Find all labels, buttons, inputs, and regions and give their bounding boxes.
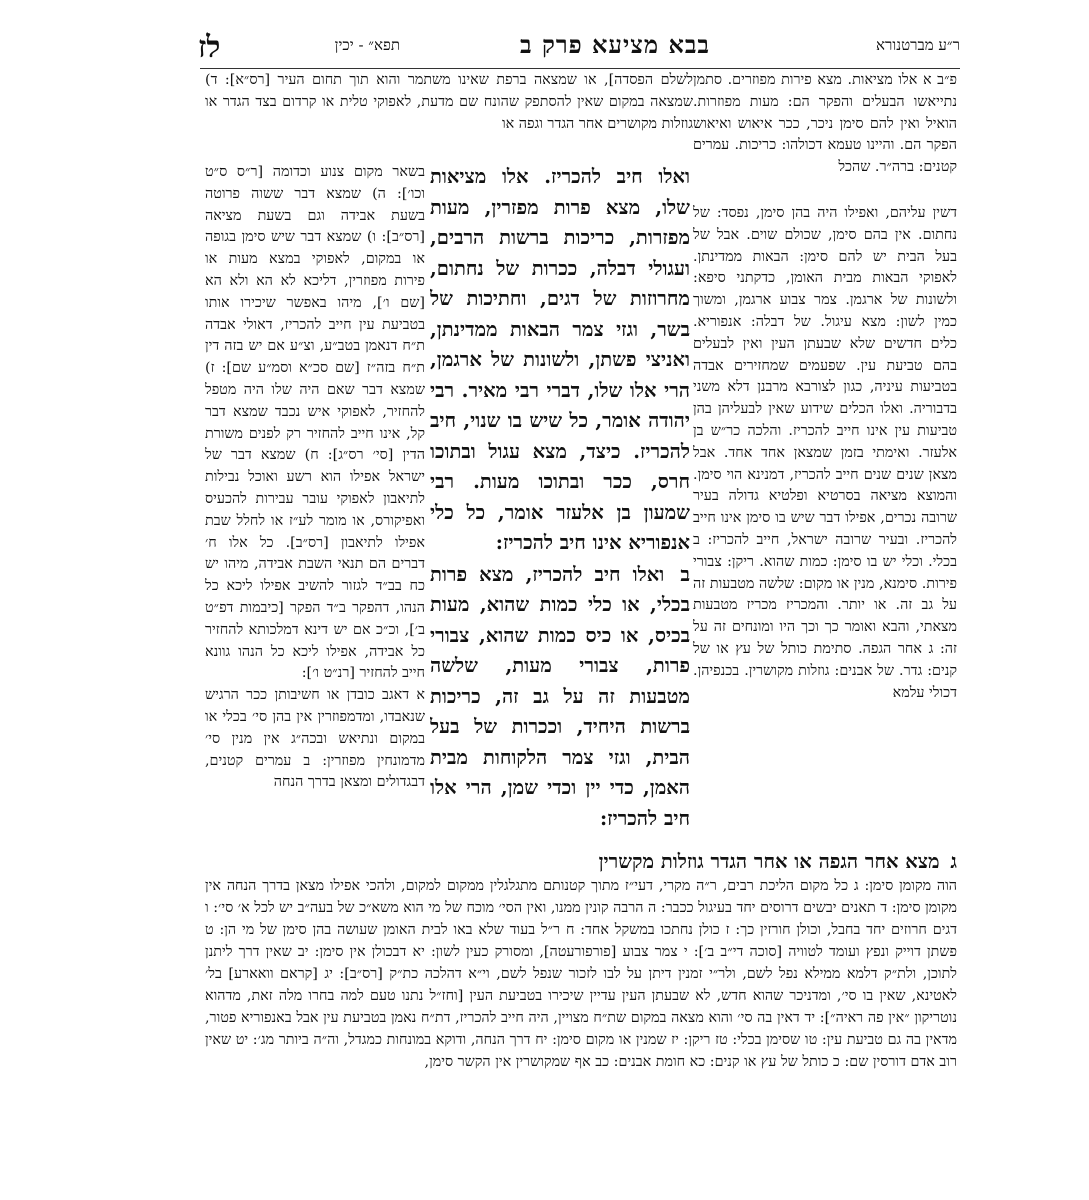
tiferet-commentary-top [205, 70, 693, 162]
mishnah-g [205, 848, 957, 875]
tiferet-top-text: לשלם הפסדה], או שמצאה ברפת שאינו משתמר והוא תוך תחום העיר [רס״א]: ד) שמצאה במקום שאין להסתפק שהונח שם מדעת, לאפוקי טלית או קרדום בצד הגדר או גוזלות מקושרים אחר הגדר וגפה או [205, 72, 693, 132]
mishnah-b-marker: ב [680, 561, 690, 586]
bartenura-commentary-top [693, 70, 957, 203]
mishnah-text [430, 162, 690, 845]
mishnah-a [430, 162, 690, 559]
bartenura-top-text: פ״ב א אלו מציאות. מצא פירות מפוזרים. סתמן נתייאשו הבעלים והפקר הם: מעות מפוזרות. הואיל ואין להם סימן ניכר, ככר איאוש ואיאוש הפקר הם. והיינו טעמא דכולהו: כריכות. עמרים קטנים: ברה״ר. שהכל [693, 72, 957, 176]
tiferet-commentary [205, 162, 425, 815]
mishnah-a-text: אלו מציאות שלו, מצא פרות מפזרין, מעות מפזרות, כריכות ברשות הרבים, ועגולי דבלה, ככרות של נחתום, מחרוזות של דגים, וחתיכות של בשר, וגזי צמר הבאות ממדינתן, ואניצי פשתן, ולשונות של ארגמן, הרי אלו שלו, דברי רבי מאיר. רבי יהודה אומר, כל שיש בו שנוי, חיב להכריז. כיצד, מצא עגול ובתוכו חרס, ככר ובתוכו מעות. רבי שמעון בן אלעזר אומר, כל כלי אנפוריא אינו חיב להכריז: [430, 165, 690, 554]
mishnah-g-text: מצא אחר הגפה או אחר הגדר גוזלות מקשרין [598, 850, 940, 873]
mishnah-lead: ואלו חיב להכריז. [544, 165, 690, 188]
header-divider [200, 68, 960, 69]
page-number: לז [198, 30, 221, 65]
bartenura-text: דשין עליהם, ואפילו היה בהן סימן, נפסד: של נחתום. אין בהם סימן, שכולם שוים. אבל של בעל הבית יש להם סימן: הבאות ממדינתן. לאפוקי הבאות מבית האומן, כדקתני סיפא: ולשונות של ארגמן. צמר צבוע ארגמן, ומשוך כמין לשון: מצא עיגול. של דבלה: אנפוריא. כלים חדשים שלא שבעתן העין ואין לבעלים בהם טביעת עין. שפעמים שמחזירים אבדה בטביעות עיניה, כגון לצורבא מרבנן דלא משני בדבוריה. ואלו הכלים שידוע שאין לבעליהן בהן טביעות עין אינו חייב להכריז. והלכה כר״ש בן אלעזר. ואימתי בזמן שמצאן אחד אחד. אבל מצאן שנים שנים חייב להכריז, דמנינא הוי סימן. והמוצא מציאה בסרטיא ופלטיא גדולה בעיר שרובה נכרים, אפילו דבר שיש בו סימן אינו חייב להכריז. ובעיר שרובה ישראל, חייב להכריז: ב בכלי. וכלי יש בו סימן: כמות שהוא. ריקן: צבורי פירות. סימנא, מנין או מקום: שלשה מטבעות זה על גב זה. או יותר. והמכריז מכריז מטבעות מצאתי, והבא ואומר כך וכך היו ומונחים זה על זה: ג אחר הגפה. סתימת כותל של עץ או של קנים: גדר. של אבנים: גוזלות מקושרין. בכנפיהן. דכולי עלמא [693, 205, 957, 701]
tiferet-comment-text: א דאגב כובדן או חשיבותן ככר הרגיש שנאבדו, ומדמפוזרין אין בהן סי׳ בכלי או במקום ונתיאש ובכה״ג אין מנין סי׳ מדמונחין מפוזרין: ב עמרים קטנים, דבגדולים ומצאן בדרך הנחה [205, 687, 425, 791]
tiferet-text: בשאר מקום צנוע וכדומה [ר״ס ס״ט וכו׳]: ה) שמצא דבר ששוה פרוטה בשעת אבידה וגם בשעת מציאה [רס״ב]: ו) שמצא דבר שיש סימן בגופה או במקום, לאפוקי במצא מעות או פירות מפוזרין, דליכא לא הא ולא הא [שם ו׳], מיהו באפשר שיכירו אותו בטביעת עין חייב להכריז, דאולי אבדה ת״ח דנאמן בטב״ע, וצ״ע אם יש בזה דין ת״ח בזה״ז [שם סכ״א וסמ״ע שם]: ז) שמצא דבר שאם היה שלו היה מטפל להחזיר, לאפוקי איש נכבד שמצא דבר קל, אינו חייב להחזיר רק לפנים משורת הדין [סי׳ רס״ג]: ח) שמצא דבר של ישראל אפילו הוא רשע ואוכל נבילות לתיאבון לאפוקי עובר עבירות להכעיס ואפיקורס, או מומר לע״ז או לחלל שבת אפילו לתיאבון [רס״ב]. כל אלו ח׳ דברים הם תנאי השבת אבידה, מיהו יש כח בב״ד לגזור להשיב אפילו ליכא כל הנהו, דהפקר ב״ד הפקר [כיבמות דפ״ט ב׳], וכ״כ אם יש דינא דמלכותא להחזיר כל אבידה, אפילו ליכא כל הנהו גוונא חייב להחזיר [רנ״ט ו׳]: [205, 164, 425, 682]
mishnah-g-marker: ג [950, 849, 957, 873]
mishnah-b-text: ואלו חיב להכריז, מצא פרות בכלי, או כלי כמות שהוא, מעות בכיס, או כיס כמות שהוא, צבורי פרות, צבורי מעות, שלשה מטבעות זה על גב זה, כריכות ברשות היחיד, וככרות של בעל הבית, וגזי צמר הלקוחות מבית האמן, כדי יין וכדי שמן, הרי אלו חיב להכריז: [430, 562, 690, 830]
footnotes [205, 848, 957, 1178]
mishnah-b [430, 559, 690, 835]
header-commentary: תפא״ - יכין [334, 36, 400, 54]
header-commentator: ר״ע מברטנורא [876, 36, 960, 54]
header-tractate-chapter: בבא מציעא פרק ב [520, 30, 710, 59]
page-header [205, 30, 960, 70]
bartenura-commentary [693, 203, 957, 815]
footnotes-text: הוה מקומן סימן: ג כל מקום הליכת רבים, ר״ה מקרי, דעי״ז מתוך קטנותם מתגלגלין ממקום למקום, ולהכי אפילו מצאן בדרך הנחה אין מקומן סימן: ד תאנים יבשים דרוסים יחד בעיגול ככבר: ה הרבה קונין ממנו, ואין הסי׳ מוכח של מי הוא משא״כ של בעה״ב יש לכל א׳ סי׳: ו דגים חרוזים יחד בחבל, וכולן חורזין כך: ז כולן נחתכו במשקל אחד: ח ר״ל בעוד שלא באו לבית האומן שעושה בהן סימן של מי הן: ט פשתן דוייק ונפץ ועומד לטוויה [סוכה די״ב ב׳]: י צמר צבוע [פורפורעטה], ומסורק כעין לשון: יא דבכולן אין סימן: יב שאין דרך ליתנן לתוכן, ולת״ק דלמא ממילא נפל לשם, ולר״י זמנין דיתן על לבו לזכור שנפל לשם, וי״א דהלכה כת״ק [רס״ב]: יג [קראם וואארע] בל׳ לאטינא, שאין בו סי׳, ומדניכר שהוא חדש, לא שבעתן העין עדיין שיכירו בטביעת העין [וחז״ל נתנו טעם למה בחרו מלה זאת, מדהוא נוטריקון ״אין פה ראיה״]: יד דאין בה סי׳ והוא מצאה במקום שת״ח מצויין, היה חייב להכריז, דת״ח נאמן בטביעת עין אבל באנפוריא פטור, מדאין בה גם טביעת עין: טו שסימן בכלי: טז ריקן: יז שמנין או מקום סימן: יח דרך הנחה, ודוקא במונחות כמגדל, וה״ה ביותר מג׳: יט שאין רוב אדם דורסין שם: כ כותל של עץ או קנים: כא חומת אבנים: כב אף שמקושרין אין הקשר סימן, [205, 878, 957, 1070]
